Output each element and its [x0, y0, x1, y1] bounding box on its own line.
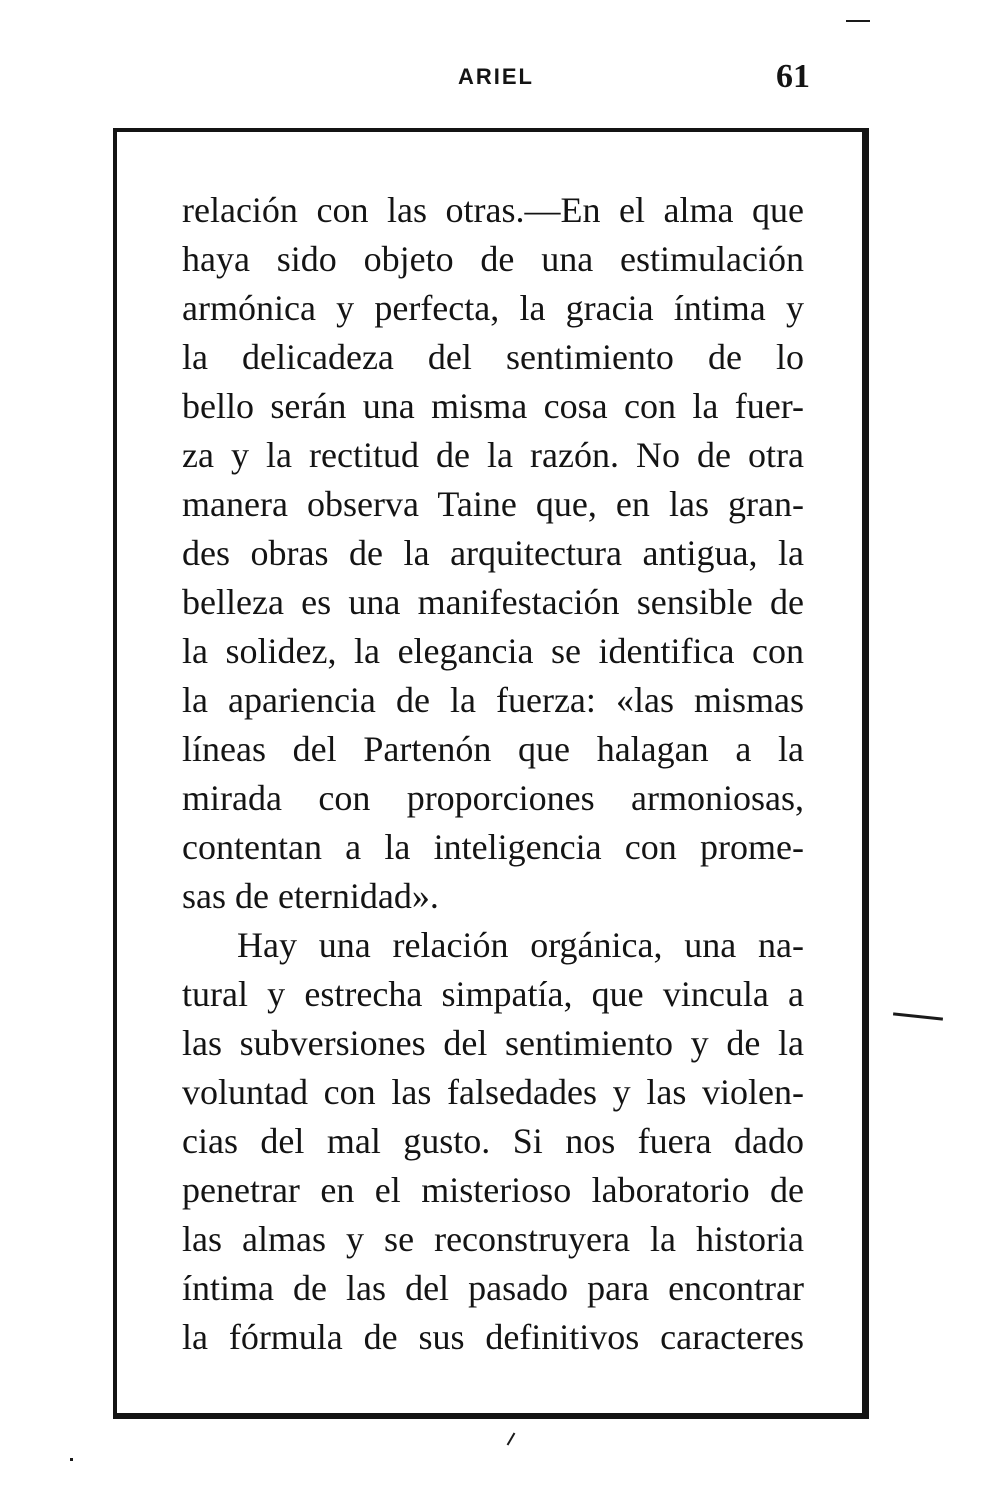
- margin-mark: [846, 20, 870, 22]
- margin-mark: [893, 1012, 943, 1020]
- text-line: relación con las otras.—En el alma que: [182, 190, 804, 230]
- text-line: la solidez, la elegancia se identifica con: [182, 631, 804, 671]
- text-line: armónica y perfecta, la gracia íntima y: [182, 288, 804, 328]
- margin-mark: [507, 1432, 516, 1445]
- text-line: mirada con proporciones armoniosas,: [182, 778, 804, 818]
- text-line: líneas del Partenón que halagan a la: [182, 729, 804, 769]
- text-line: cias del mal gusto. Si nos fuera dado: [182, 1121, 804, 1161]
- text-line: sas de eternidad».: [182, 876, 439, 916]
- text-line: bello serán una misma cosa con la fuer-: [182, 386, 804, 426]
- text-line: la delicadeza del sentimiento de lo: [182, 337, 804, 377]
- text-line: des obras de la arquitectura antigua, la: [182, 533, 804, 573]
- paragraph-1: [182, 186, 804, 921]
- paragraph-2: [182, 921, 804, 1362]
- text-line: la apariencia de la fuerza: «las mismas: [182, 680, 804, 720]
- text-line: contentan a la inteligencia con prome-: [182, 827, 804, 867]
- running-head: [0, 58, 1000, 98]
- text-line: penetrar en el misterioso laboratorio de: [182, 1170, 804, 1210]
- text-line: las almas y se reconstruyera la historia: [182, 1219, 804, 1259]
- text-line: la fórmula de sus definitivos caracteres: [182, 1317, 804, 1357]
- body-text: [182, 186, 804, 1362]
- text-line: Hay una relación orgánica, una na-: [237, 925, 804, 965]
- text-line: za y la rectitud de la razón. No de otra: [182, 435, 804, 475]
- running-title: ARIEL: [458, 64, 534, 89]
- text-line: voluntad con las falsedades y las violen-: [182, 1072, 804, 1112]
- text-line: manera observa Taine que, en las gran-: [182, 484, 804, 524]
- margin-mark: [70, 1458, 73, 1461]
- text-line: las subversiones del sentimiento y de la: [182, 1023, 804, 1063]
- text-line: haya sido objeto de una estimulación: [182, 239, 804, 279]
- page-number: 61: [776, 58, 810, 95]
- text-line: íntima de las del pasado para encontrar: [182, 1268, 804, 1308]
- text-line: tural y estrecha simpatía, que vincula a: [182, 974, 804, 1014]
- text-line: belleza es una manifestación sensible de: [182, 582, 804, 622]
